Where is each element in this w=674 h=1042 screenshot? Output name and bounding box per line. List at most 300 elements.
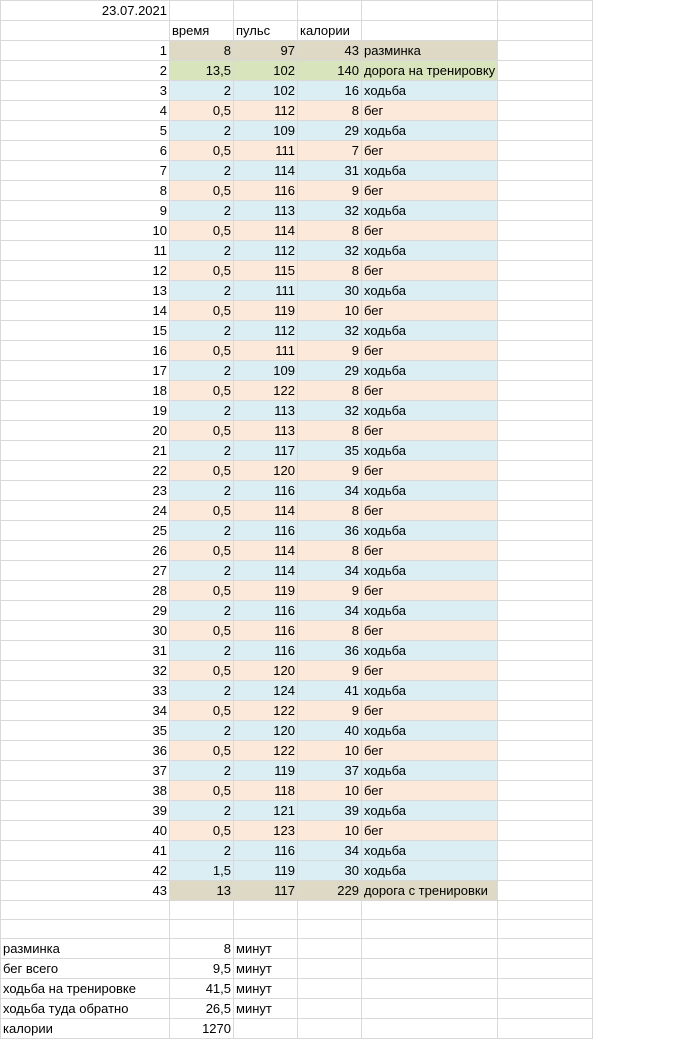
calories-cell[interactable]: 8 xyxy=(298,621,362,641)
pulse-cell[interactable]: 102 xyxy=(234,61,298,81)
row-number-cell[interactable]: 39 xyxy=(1,801,170,821)
header-calories[interactable]: калории xyxy=(298,21,362,41)
summary-unit[interactable]: минут xyxy=(234,979,298,999)
row-number-cell[interactable]: 19 xyxy=(1,401,170,421)
empty-cell[interactable] xyxy=(498,601,593,621)
time-cell[interactable]: 2 xyxy=(170,801,234,821)
pulse-cell[interactable]: 114 xyxy=(234,221,298,241)
activity-cell[interactable]: бег xyxy=(362,221,498,241)
empty-cell[interactable] xyxy=(498,61,593,81)
activity-cell[interactable]: бег xyxy=(362,341,498,361)
calories-cell[interactable]: 8 xyxy=(298,381,362,401)
empty-cell[interactable] xyxy=(498,21,593,41)
activity-cell[interactable]: ходьба xyxy=(362,641,498,661)
empty-cell[interactable] xyxy=(498,121,593,141)
row-number-cell[interactable]: 32 xyxy=(1,661,170,681)
activity-cell[interactable]: ходьба xyxy=(362,481,498,501)
pulse-cell[interactable]: 116 xyxy=(234,841,298,861)
empty-cell[interactable] xyxy=(362,21,498,41)
activity-cell[interactable]: бег xyxy=(362,261,498,281)
pulse-cell[interactable]: 113 xyxy=(234,401,298,421)
summary-label[interactable]: ходьба на тренировке xyxy=(1,979,170,999)
calories-cell[interactable]: 10 xyxy=(298,741,362,761)
row-number-cell[interactable]: 20 xyxy=(1,421,170,441)
row-number-cell[interactable]: 28 xyxy=(1,581,170,601)
time-cell[interactable]: 0,5 xyxy=(170,421,234,441)
row-number-cell[interactable]: 24 xyxy=(1,501,170,521)
time-cell[interactable]: 2 xyxy=(170,361,234,381)
activity-cell[interactable]: бег xyxy=(362,301,498,321)
activity-cell[interactable]: бег xyxy=(362,501,498,521)
calories-cell[interactable]: 10 xyxy=(298,781,362,801)
time-cell[interactable]: 0,5 xyxy=(170,581,234,601)
time-cell[interactable]: 2 xyxy=(170,401,234,421)
row-number-cell[interactable]: 40 xyxy=(1,821,170,841)
empty-cell[interactable] xyxy=(498,381,593,401)
time-cell[interactable]: 0,5 xyxy=(170,341,234,361)
calories-cell[interactable]: 35 xyxy=(298,441,362,461)
pulse-cell[interactable]: 122 xyxy=(234,381,298,401)
activity-cell[interactable]: ходьба xyxy=(362,841,498,861)
empty-cell[interactable] xyxy=(498,959,593,979)
pulse-cell[interactable]: 122 xyxy=(234,741,298,761)
empty-cell[interactable] xyxy=(498,241,593,261)
time-cell[interactable]: 2 xyxy=(170,841,234,861)
empty-cell[interactable] xyxy=(170,901,234,920)
activity-cell[interactable]: бег xyxy=(362,381,498,401)
time-cell[interactable]: 0,5 xyxy=(170,181,234,201)
activity-cell[interactable]: ходьба xyxy=(362,561,498,581)
empty-cell[interactable] xyxy=(498,721,593,741)
empty-cell[interactable] xyxy=(498,101,593,121)
calories-cell[interactable]: 36 xyxy=(298,641,362,661)
activity-cell[interactable]: ходьба xyxy=(362,601,498,621)
empty-cell[interactable] xyxy=(498,701,593,721)
row-number-cell[interactable]: 15 xyxy=(1,321,170,341)
activity-cell[interactable]: ходьба xyxy=(362,401,498,421)
pulse-cell[interactable]: 120 xyxy=(234,461,298,481)
empty-cell[interactable] xyxy=(498,561,593,581)
row-number-cell[interactable]: 26 xyxy=(1,541,170,561)
empty-cell[interactable] xyxy=(498,741,593,761)
empty-cell[interactable] xyxy=(498,81,593,101)
row-number-cell[interactable]: 18 xyxy=(1,381,170,401)
time-cell[interactable]: 2 xyxy=(170,321,234,341)
pulse-cell[interactable]: 113 xyxy=(234,421,298,441)
time-cell[interactable]: 0,5 xyxy=(170,221,234,241)
activity-cell[interactable]: дорога с тренировки xyxy=(362,881,498,901)
calories-cell[interactable]: 8 xyxy=(298,541,362,561)
activity-cell[interactable]: ходьба xyxy=(362,161,498,181)
activity-cell[interactable]: бег xyxy=(362,741,498,761)
row-number-cell[interactable]: 10 xyxy=(1,221,170,241)
time-cell[interactable]: 2 xyxy=(170,641,234,661)
pulse-cell[interactable]: 111 xyxy=(234,141,298,161)
calories-cell[interactable]: 43 xyxy=(298,41,362,61)
time-cell[interactable]: 2 xyxy=(170,761,234,781)
pulse-cell[interactable]: 119 xyxy=(234,301,298,321)
calories-cell[interactable]: 34 xyxy=(298,841,362,861)
activity-cell[interactable]: бег xyxy=(362,541,498,561)
row-number-cell[interactable]: 42 xyxy=(1,861,170,881)
empty-cell[interactable] xyxy=(498,901,593,920)
empty-cell[interactable] xyxy=(498,281,593,301)
pulse-cell[interactable]: 109 xyxy=(234,121,298,141)
empty-cell[interactable] xyxy=(498,939,593,959)
pulse-cell[interactable]: 118 xyxy=(234,781,298,801)
calories-cell[interactable]: 9 xyxy=(298,181,362,201)
empty-cell[interactable] xyxy=(498,920,593,939)
pulse-cell[interactable]: 115 xyxy=(234,261,298,281)
empty-cell[interactable] xyxy=(298,901,362,920)
pulse-cell[interactable]: 114 xyxy=(234,561,298,581)
empty-cell[interactable] xyxy=(170,1,234,21)
empty-cell[interactable] xyxy=(498,461,593,481)
activity-cell[interactable]: ходьба xyxy=(362,361,498,381)
row-number-cell[interactable]: 13 xyxy=(1,281,170,301)
empty-cell[interactable] xyxy=(298,1,362,21)
summary-label[interactable]: калории xyxy=(1,1019,170,1039)
empty-cell[interactable] xyxy=(362,920,498,939)
pulse-cell[interactable]: 102 xyxy=(234,81,298,101)
pulse-cell[interactable]: 122 xyxy=(234,701,298,721)
pulse-cell[interactable]: 112 xyxy=(234,101,298,121)
time-cell[interactable]: 0,5 xyxy=(170,501,234,521)
pulse-cell[interactable]: 119 xyxy=(234,761,298,781)
time-cell[interactable]: 2 xyxy=(170,481,234,501)
row-number-cell[interactable]: 36 xyxy=(1,741,170,761)
empty-cell[interactable] xyxy=(298,920,362,939)
time-cell[interactable]: 2 xyxy=(170,81,234,101)
row-number-cell[interactable]: 23 xyxy=(1,481,170,501)
empty-cell[interactable] xyxy=(1,920,170,939)
summary-label[interactable]: разминка xyxy=(1,939,170,959)
time-cell[interactable]: 0,5 xyxy=(170,301,234,321)
activity-cell[interactable]: бег xyxy=(362,661,498,681)
empty-cell[interactable] xyxy=(234,901,298,920)
time-cell[interactable]: 0,5 xyxy=(170,101,234,121)
row-number-cell[interactable]: 29 xyxy=(1,601,170,621)
pulse-cell[interactable]: 112 xyxy=(234,241,298,261)
activity-cell[interactable]: ходьба xyxy=(362,121,498,141)
empty-cell[interactable] xyxy=(498,821,593,841)
activity-cell[interactable]: дорога на тренировку xyxy=(362,61,498,81)
summary-unit[interactable]: минут xyxy=(234,939,298,959)
pulse-cell[interactable]: 109 xyxy=(234,361,298,381)
time-cell[interactable]: 2 xyxy=(170,681,234,701)
empty-cell[interactable] xyxy=(498,841,593,861)
pulse-cell[interactable]: 116 xyxy=(234,521,298,541)
time-cell[interactable]: 2 xyxy=(170,721,234,741)
empty-cell[interactable] xyxy=(498,781,593,801)
empty-cell[interactable] xyxy=(498,481,593,501)
empty-cell[interactable] xyxy=(498,41,593,61)
time-cell[interactable]: 2 xyxy=(170,241,234,261)
activity-cell[interactable]: ходьба xyxy=(362,861,498,881)
time-cell[interactable]: 2 xyxy=(170,161,234,181)
pulse-cell[interactable]: 111 xyxy=(234,341,298,361)
calories-cell[interactable]: 34 xyxy=(298,561,362,581)
empty-cell[interactable] xyxy=(498,421,593,441)
row-number-cell[interactable]: 30 xyxy=(1,621,170,641)
activity-cell[interactable]: ходьба xyxy=(362,801,498,821)
empty-cell[interactable] xyxy=(498,861,593,881)
row-number-cell[interactable]: 2 xyxy=(1,61,170,81)
activity-cell[interactable]: ходьба xyxy=(362,201,498,221)
row-number-cell[interactable]: 34 xyxy=(1,701,170,721)
time-cell[interactable]: 0,5 xyxy=(170,701,234,721)
time-cell[interactable]: 2 xyxy=(170,281,234,301)
row-number-cell[interactable]: 17 xyxy=(1,361,170,381)
calories-cell[interactable]: 8 xyxy=(298,261,362,281)
pulse-cell[interactable]: 116 xyxy=(234,181,298,201)
row-number-cell[interactable]: 14 xyxy=(1,301,170,321)
calories-cell[interactable]: 32 xyxy=(298,321,362,341)
empty-cell[interactable] xyxy=(498,161,593,181)
empty-cell[interactable] xyxy=(298,979,362,999)
row-number-cell[interactable]: 25 xyxy=(1,521,170,541)
time-cell[interactable]: 0,5 xyxy=(170,541,234,561)
activity-cell[interactable]: бег xyxy=(362,821,498,841)
time-cell[interactable]: 0,5 xyxy=(170,461,234,481)
empty-cell[interactable] xyxy=(498,361,593,381)
calories-cell[interactable]: 37 xyxy=(298,761,362,781)
empty-cell[interactable] xyxy=(234,1,298,21)
row-number-cell[interactable]: 12 xyxy=(1,261,170,281)
empty-cell[interactable] xyxy=(498,541,593,561)
empty-cell[interactable] xyxy=(498,881,593,901)
summary-value[interactable]: 26,5 xyxy=(170,999,234,1019)
pulse-cell[interactable]: 119 xyxy=(234,861,298,881)
row-number-cell[interactable]: 5 xyxy=(1,121,170,141)
activity-cell[interactable]: ходьба xyxy=(362,441,498,461)
empty-cell[interactable] xyxy=(498,341,593,361)
pulse-cell[interactable]: 114 xyxy=(234,161,298,181)
calories-cell[interactable]: 41 xyxy=(298,681,362,701)
calories-cell[interactable]: 40 xyxy=(298,721,362,741)
empty-cell[interactable] xyxy=(498,321,593,341)
row-number-cell[interactable]: 33 xyxy=(1,681,170,701)
summary-value[interactable]: 8 xyxy=(170,939,234,959)
calories-cell[interactable]: 31 xyxy=(298,161,362,181)
empty-cell[interactable] xyxy=(498,141,593,161)
empty-cell[interactable] xyxy=(498,261,593,281)
activity-cell[interactable]: ходьба xyxy=(362,681,498,701)
empty-cell[interactable] xyxy=(498,641,593,661)
row-number-cell[interactable]: 1 xyxy=(1,41,170,61)
time-cell[interactable]: 2 xyxy=(170,121,234,141)
empty-cell[interactable] xyxy=(170,920,234,939)
pulse-cell[interactable]: 116 xyxy=(234,621,298,641)
empty-cell[interactable] xyxy=(498,661,593,681)
time-cell[interactable]: 0,5 xyxy=(170,261,234,281)
activity-cell[interactable]: ходьба xyxy=(362,81,498,101)
calories-cell[interactable]: 32 xyxy=(298,201,362,221)
time-cell[interactable]: 13 xyxy=(170,881,234,901)
pulse-cell[interactable]: 116 xyxy=(234,641,298,661)
empty-cell[interactable] xyxy=(498,301,593,321)
time-cell[interactable]: 0,5 xyxy=(170,661,234,681)
pulse-cell[interactable]: 116 xyxy=(234,481,298,501)
row-number-cell[interactable]: 16 xyxy=(1,341,170,361)
empty-cell[interactable] xyxy=(498,441,593,461)
date-cell[interactable]: 23.07.2021 xyxy=(1,1,170,21)
empty-cell[interactable] xyxy=(498,979,593,999)
empty-cell[interactable] xyxy=(298,959,362,979)
empty-cell[interactable] xyxy=(1,21,170,41)
empty-cell[interactable] xyxy=(298,1019,362,1039)
empty-cell[interactable] xyxy=(498,501,593,521)
time-cell[interactable]: 13,5 xyxy=(170,61,234,81)
activity-cell[interactable]: ходьба xyxy=(362,521,498,541)
calories-cell[interactable]: 9 xyxy=(298,461,362,481)
row-number-cell[interactable]: 37 xyxy=(1,761,170,781)
time-cell[interactable]: 2 xyxy=(170,601,234,621)
calories-cell[interactable]: 8 xyxy=(298,501,362,521)
calories-cell[interactable]: 9 xyxy=(298,701,362,721)
summary-label[interactable]: бег всего xyxy=(1,959,170,979)
pulse-cell[interactable]: 117 xyxy=(234,441,298,461)
pulse-cell[interactable]: 111 xyxy=(234,281,298,301)
empty-cell[interactable] xyxy=(498,801,593,821)
calories-cell[interactable]: 32 xyxy=(298,241,362,261)
activity-cell[interactable]: разминка xyxy=(362,41,498,61)
empty-cell[interactable] xyxy=(498,581,593,601)
pulse-cell[interactable]: 114 xyxy=(234,501,298,521)
row-number-cell[interactable]: 4 xyxy=(1,101,170,121)
calories-cell[interactable]: 34 xyxy=(298,601,362,621)
time-cell[interactable]: 0,5 xyxy=(170,781,234,801)
pulse-cell[interactable]: 113 xyxy=(234,201,298,221)
row-number-cell[interactable]: 22 xyxy=(1,461,170,481)
row-number-cell[interactable]: 8 xyxy=(1,181,170,201)
time-cell[interactable]: 2 xyxy=(170,521,234,541)
pulse-cell[interactable]: 121 xyxy=(234,801,298,821)
summary-unit[interactable]: минут xyxy=(234,959,298,979)
pulse-cell[interactable]: 97 xyxy=(234,41,298,61)
empty-cell[interactable] xyxy=(298,999,362,1019)
empty-cell[interactable] xyxy=(498,1,593,21)
empty-cell[interactable] xyxy=(362,999,498,1019)
empty-cell[interactable] xyxy=(234,920,298,939)
pulse-cell[interactable]: 120 xyxy=(234,661,298,681)
summary-label[interactable]: ходьба туда обратно xyxy=(1,999,170,1019)
calories-cell[interactable]: 16 xyxy=(298,81,362,101)
activity-cell[interactable]: ходьба xyxy=(362,721,498,741)
empty-cell[interactable] xyxy=(362,1019,498,1039)
empty-cell[interactable] xyxy=(498,401,593,421)
row-number-cell[interactable]: 11 xyxy=(1,241,170,261)
activity-cell[interactable]: бег xyxy=(362,421,498,441)
calories-cell[interactable]: 9 xyxy=(298,341,362,361)
calories-cell[interactable]: 7 xyxy=(298,141,362,161)
calories-cell[interactable]: 140 xyxy=(298,61,362,81)
row-number-cell[interactable]: 35 xyxy=(1,721,170,741)
activity-cell[interactable]: ходьба xyxy=(362,241,498,261)
time-cell[interactable]: 0,5 xyxy=(170,621,234,641)
calories-cell[interactable]: 30 xyxy=(298,281,362,301)
empty-cell[interactable] xyxy=(362,979,498,999)
activity-cell[interactable]: бег xyxy=(362,181,498,201)
empty-cell[interactable] xyxy=(362,959,498,979)
empty-cell[interactable] xyxy=(362,939,498,959)
time-cell[interactable]: 2 xyxy=(170,201,234,221)
activity-cell[interactable]: бег xyxy=(362,461,498,481)
calories-cell[interactable]: 36 xyxy=(298,521,362,541)
time-cell[interactable]: 8 xyxy=(170,41,234,61)
empty-cell[interactable] xyxy=(498,999,593,1019)
pulse-cell[interactable]: 120 xyxy=(234,721,298,741)
calories-cell[interactable]: 32 xyxy=(298,401,362,421)
empty-cell[interactable] xyxy=(362,901,498,920)
activity-cell[interactable]: ходьба xyxy=(362,281,498,301)
summary-value[interactable]: 41,5 xyxy=(170,979,234,999)
pulse-cell[interactable]: 116 xyxy=(234,601,298,621)
header-pulse[interactable]: пульс xyxy=(234,21,298,41)
row-number-cell[interactable]: 27 xyxy=(1,561,170,581)
time-cell[interactable]: 0,5 xyxy=(170,741,234,761)
empty-cell[interactable] xyxy=(498,221,593,241)
row-number-cell[interactable]: 38 xyxy=(1,781,170,801)
header-time[interactable]: время xyxy=(170,21,234,41)
row-number-cell[interactable]: 31 xyxy=(1,641,170,661)
empty-cell[interactable] xyxy=(498,1019,593,1039)
time-cell[interactable]: 0,5 xyxy=(170,141,234,161)
empty-cell[interactable] xyxy=(498,761,593,781)
empty-cell[interactable] xyxy=(498,521,593,541)
row-number-cell[interactable]: 43 xyxy=(1,881,170,901)
calories-cell[interactable]: 30 xyxy=(298,861,362,881)
activity-cell[interactable]: бег xyxy=(362,781,498,801)
calories-cell[interactable]: 9 xyxy=(298,581,362,601)
activity-cell[interactable]: ходьба xyxy=(362,761,498,781)
calories-cell[interactable]: 9 xyxy=(298,661,362,681)
row-number-cell[interactable]: 6 xyxy=(1,141,170,161)
time-cell[interactable]: 2 xyxy=(170,561,234,581)
row-number-cell[interactable]: 7 xyxy=(1,161,170,181)
row-number-cell[interactable]: 21 xyxy=(1,441,170,461)
activity-cell[interactable]: бег xyxy=(362,581,498,601)
calories-cell[interactable]: 8 xyxy=(298,221,362,241)
activity-cell[interactable]: бег xyxy=(362,141,498,161)
activity-cell[interactable]: ходьба xyxy=(362,321,498,341)
time-cell[interactable]: 2 xyxy=(170,441,234,461)
activity-cell[interactable]: бег xyxy=(362,101,498,121)
empty-cell[interactable] xyxy=(498,201,593,221)
time-cell[interactable]: 0,5 xyxy=(170,381,234,401)
summary-value[interactable]: 1270 xyxy=(170,1019,234,1039)
empty-cell[interactable] xyxy=(498,681,593,701)
calories-cell[interactable]: 29 xyxy=(298,361,362,381)
empty-cell[interactable] xyxy=(498,621,593,641)
row-number-cell[interactable]: 9 xyxy=(1,201,170,221)
empty-cell[interactable] xyxy=(498,181,593,201)
pulse-cell[interactable]: 117 xyxy=(234,881,298,901)
calories-cell[interactable]: 229 xyxy=(298,881,362,901)
time-cell[interactable]: 0,5 xyxy=(170,821,234,841)
calories-cell[interactable]: 10 xyxy=(298,821,362,841)
pulse-cell[interactable]: 112 xyxy=(234,321,298,341)
pulse-cell[interactable]: 124 xyxy=(234,681,298,701)
summary-unit[interactable] xyxy=(234,1019,298,1039)
calories-cell[interactable]: 34 xyxy=(298,481,362,501)
summary-unit[interactable]: минут xyxy=(234,999,298,1019)
empty-cell[interactable] xyxy=(298,939,362,959)
calories-cell[interactable]: 8 xyxy=(298,421,362,441)
activity-cell[interactable]: бег xyxy=(362,621,498,641)
calories-cell[interactable]: 29 xyxy=(298,121,362,141)
calories-cell[interactable]: 39 xyxy=(298,801,362,821)
